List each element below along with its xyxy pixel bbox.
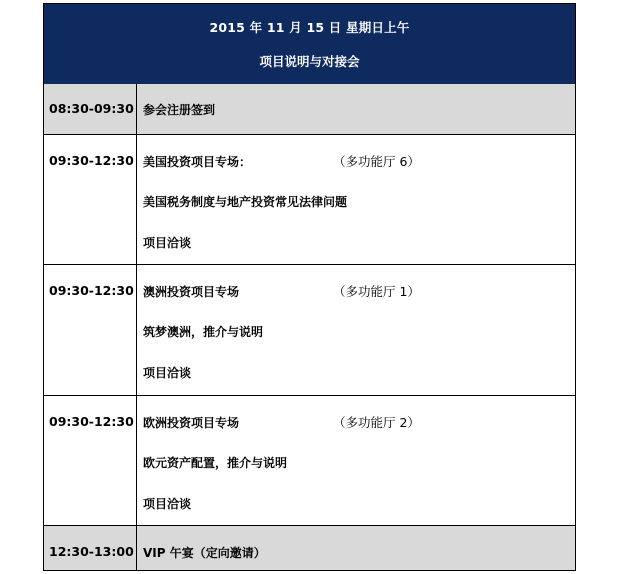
row-content bbox=[137, 396, 575, 525]
row-time bbox=[44, 84, 137, 134]
row-content bbox=[137, 526, 575, 570]
row-content bbox=[137, 265, 575, 395]
schedule-row-registration bbox=[44, 84, 575, 135]
header-subtitle: 项目说明与对接会 bbox=[259, 54, 360, 69]
time-text: 09:30-12:30 bbox=[49, 283, 134, 298]
time-text: 12:30-13:00 bbox=[49, 544, 134, 559]
row-content bbox=[137, 135, 575, 264]
session-activity: 项目洽谈 bbox=[143, 366, 192, 380]
time-text: 09:30-12:30 bbox=[49, 153, 134, 168]
row-content bbox=[137, 84, 575, 134]
header-date: 2015 年 11 月 15 日 星期日上午 bbox=[209, 20, 410, 35]
session-title: VIP 午宴（定向邀请） bbox=[143, 546, 266, 560]
session-venue: （多功能厅 6） bbox=[333, 154, 420, 169]
schedule-table bbox=[43, 3, 576, 571]
session-topic: 筑梦澳洲，推介与说明 bbox=[143, 325, 264, 339]
time-text: 08:30-09:30 bbox=[49, 101, 134, 116]
session-topic: 欧元资产配置，推介与说明 bbox=[143, 456, 288, 470]
row-time bbox=[44, 135, 137, 264]
session-title: 澳洲投资项目专场 bbox=[143, 285, 240, 299]
session-venue: （多功能厅 2） bbox=[333, 415, 420, 430]
time-text: 09:30-12:30 bbox=[49, 414, 134, 429]
session-venue: （多功能厅 1） bbox=[333, 284, 420, 299]
session-title: 欧洲投资项目专场 bbox=[143, 416, 240, 430]
schedule-row-us-session bbox=[44, 135, 575, 265]
row-time bbox=[44, 396, 137, 525]
schedule-row-vip-lunch bbox=[44, 526, 575, 570]
row-time bbox=[44, 265, 137, 395]
session-topic: 美国税务制度与地产投资常见法律问题 bbox=[143, 195, 348, 209]
schedule-header bbox=[44, 4, 575, 85]
row-time bbox=[44, 526, 137, 570]
session-title: 美国投资项目专场： bbox=[143, 155, 252, 169]
session-title: 参会注册签到 bbox=[143, 103, 216, 117]
schedule-row-europe-session bbox=[44, 396, 575, 526]
schedule-row-australia-session bbox=[44, 265, 575, 396]
session-activity: 项目洽谈 bbox=[143, 236, 192, 250]
session-activity: 项目洽谈 bbox=[143, 497, 192, 511]
